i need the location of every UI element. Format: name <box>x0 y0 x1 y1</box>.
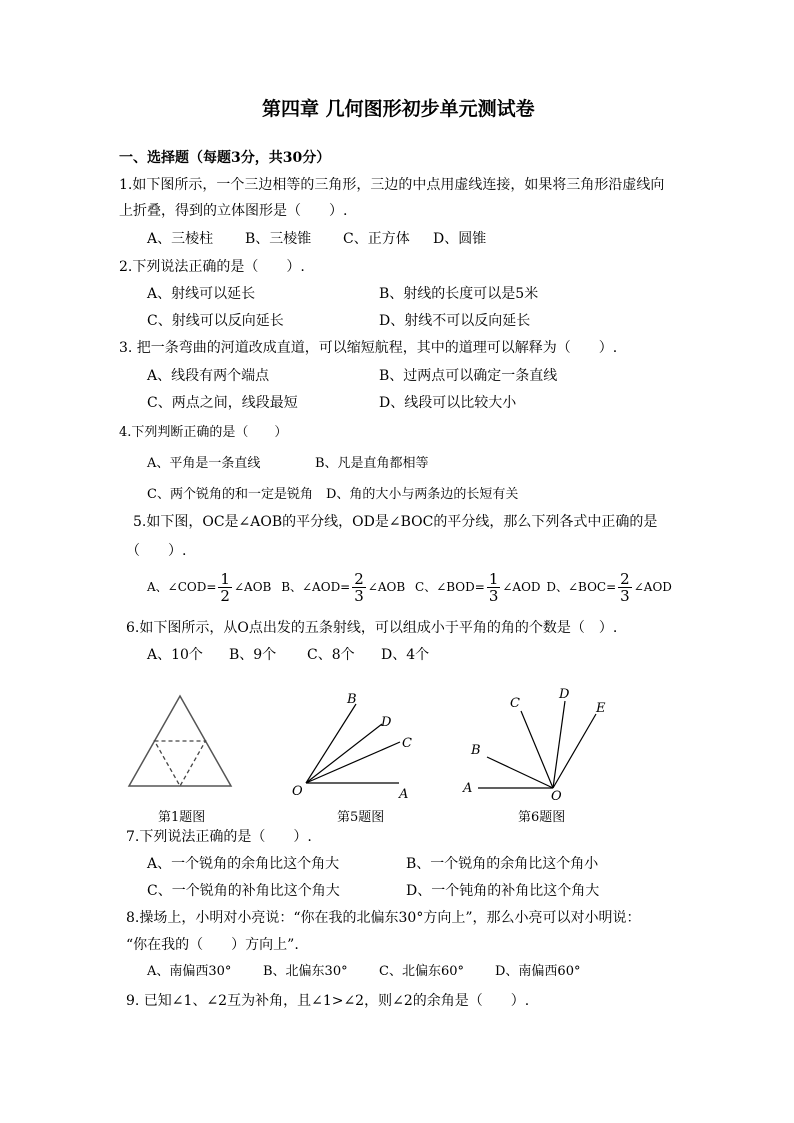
q5-stem-line1: 5.如下图，OC是∠AOB的平分线，OD是∠BOC的平分线，那么下列各式中正确的是 <box>133 514 658 530</box>
point-o-label: O <box>292 784 303 799</box>
q1-option-b: B、三棱锥 <box>245 231 312 247</box>
q4-option-a: A、平角是一条直线 <box>147 456 261 471</box>
q8-option-d: D、南偏西60° <box>495 964 581 979</box>
q2-option-c: C、射线可以反向延长 <box>147 313 284 329</box>
fraction: $\frac{1}{3}$ <box>488 570 499 605</box>
q7-option-a: A、一个锐角的余角比这个角大 <box>147 856 340 872</box>
dashed-midline-triangle <box>155 741 206 786</box>
figure-6-rays <box>460 685 620 804</box>
q4-option-cd: C、两个锐角的和一定是锐角 D、角的大小与两条边的长短有关 <box>147 487 519 502</box>
q9-stem: 9. 已知∠1、∠2互为补角，且∠1>∠2，则∠2的余角是（ ）. <box>126 993 530 1009</box>
q3-option-b: B、过两点可以确定一条直线 <box>379 368 558 384</box>
point-b-label: B <box>471 743 481 758</box>
q4-stem: 4.下列判断正确的是（ ） <box>119 425 288 440</box>
q8-option-b: B、北偏东30° <box>263 964 348 979</box>
point-a-label: A <box>399 787 409 802</box>
section-heading: 一、选择题（每题3分，共30分） <box>119 150 331 166</box>
q6-option-a: A、10个 <box>147 647 203 663</box>
q5-stem-line2: （ ）. <box>126 543 187 559</box>
q1-stem-line1: 1.如下图所示，一个三边相等的三角形，三边的中点用虚线连接，如果将三角形沿虚线向 <box>119 177 665 193</box>
q3-stem: 3. 把一条弯曲的河道改成直道，可以缩短航程，其中的道理可以解释为（ ）. <box>119 340 618 356</box>
q3-option-d: D、线段可以比较大小 <box>379 395 517 411</box>
ray-od <box>306 724 382 783</box>
page-title: 第四章 几何图形初步单元测试卷 <box>262 98 535 120</box>
q5-options <box>147 570 672 604</box>
q8-stem-line2: “你在我的（ ）方向上”. <box>126 937 299 953</box>
figure-6-caption: 第6题图 <box>518 810 566 825</box>
q7-option-d: D、一个钝角的补角比这个角大 <box>406 883 600 899</box>
fraction: $\frac{1}{2}$ <box>220 570 230 605</box>
q4-option-b: B、凡是直角都相等 <box>315 456 429 471</box>
ray-oc <box>521 711 553 788</box>
point-o-label: O <box>551 789 562 804</box>
q2-option-d: D、射线不可以反向延长 <box>379 313 531 329</box>
q7-stem: 7.下列说法正确的是（ ）. <box>126 829 312 845</box>
q8-option-c: C、北偏东60° <box>379 964 464 979</box>
q2-option-b: B、射线的长度可以是5米 <box>379 286 539 302</box>
q7-option-c: C、一个锐角的补角比这个角大 <box>147 883 340 899</box>
q3-option-c: C、两点之间，线段最短 <box>147 395 298 411</box>
q8-stem-line1: 8.操场上，小明对小亮说：“你在我的北偏东30°方向上”，那么小亮可以对小明说： <box>126 910 641 926</box>
ray-ob <box>306 704 356 783</box>
fraction: $\frac{2}{3}$ <box>620 570 630 605</box>
point-d-label: D <box>559 687 570 702</box>
q8-option-a: A、南偏西30° <box>147 964 232 979</box>
triangle-outline <box>129 696 231 786</box>
point-c-label: C <box>402 736 412 751</box>
point-d-label: D <box>381 715 392 730</box>
point-c-label: C <box>510 696 520 711</box>
q5-option-a: A、∠COD= $\frac{1}{2}$ ∠AOB <box>147 570 272 605</box>
q1-option-c: C、正方体 <box>343 231 410 247</box>
figure-1-caption: 第1题图 <box>158 810 206 825</box>
point-e-label: E <box>596 701 606 716</box>
ray-od <box>553 701 565 788</box>
q2-stem: 2.下列说法正确的是（ ）. <box>119 259 305 275</box>
q2-option-a: A、射线可以延长 <box>147 286 256 302</box>
q1-option-d: D、圆锥 <box>433 231 487 247</box>
ray-oe <box>553 714 596 788</box>
figure-5-rays <box>290 690 430 805</box>
q6-option-c: C、8个 <box>307 647 355 663</box>
q5-option-d: D、∠BOC= $\frac{2}{3}$ ∠AOD <box>546 570 672 605</box>
point-b-label: B <box>347 692 357 707</box>
figure-1-triangle <box>125 692 245 792</box>
q1-stem-line2: 上折叠，得到的立体图形是（ ）. <box>119 203 348 219</box>
q5-option-b: B、∠AOD= $\frac{2}{3}$ ∠AOB <box>281 570 406 605</box>
q3-option-a: A、线段有两个端点 <box>147 368 270 384</box>
q6-option-b: B、9个 <box>229 647 277 663</box>
q6-option-d: D、4个 <box>381 647 430 663</box>
q7-option-b: B、一个锐角的余角比这个角小 <box>406 856 599 872</box>
q1-option-a: A、三棱柱 <box>147 231 214 247</box>
q6-stem: 6.如下图所示，从O点出发的五条射线，可以组成小于平角的角的个数是（ ）. <box>126 620 618 636</box>
point-a-label: A <box>463 781 473 796</box>
ray-ob <box>487 757 553 788</box>
fraction: $\frac{2}{3}$ <box>354 570 364 605</box>
q5-option-c: C、∠BOD= $\frac{1}{3}$ ∠AOD <box>415 570 541 605</box>
figure-5-caption: 第5题图 <box>337 810 385 825</box>
ray-oc <box>306 742 400 783</box>
